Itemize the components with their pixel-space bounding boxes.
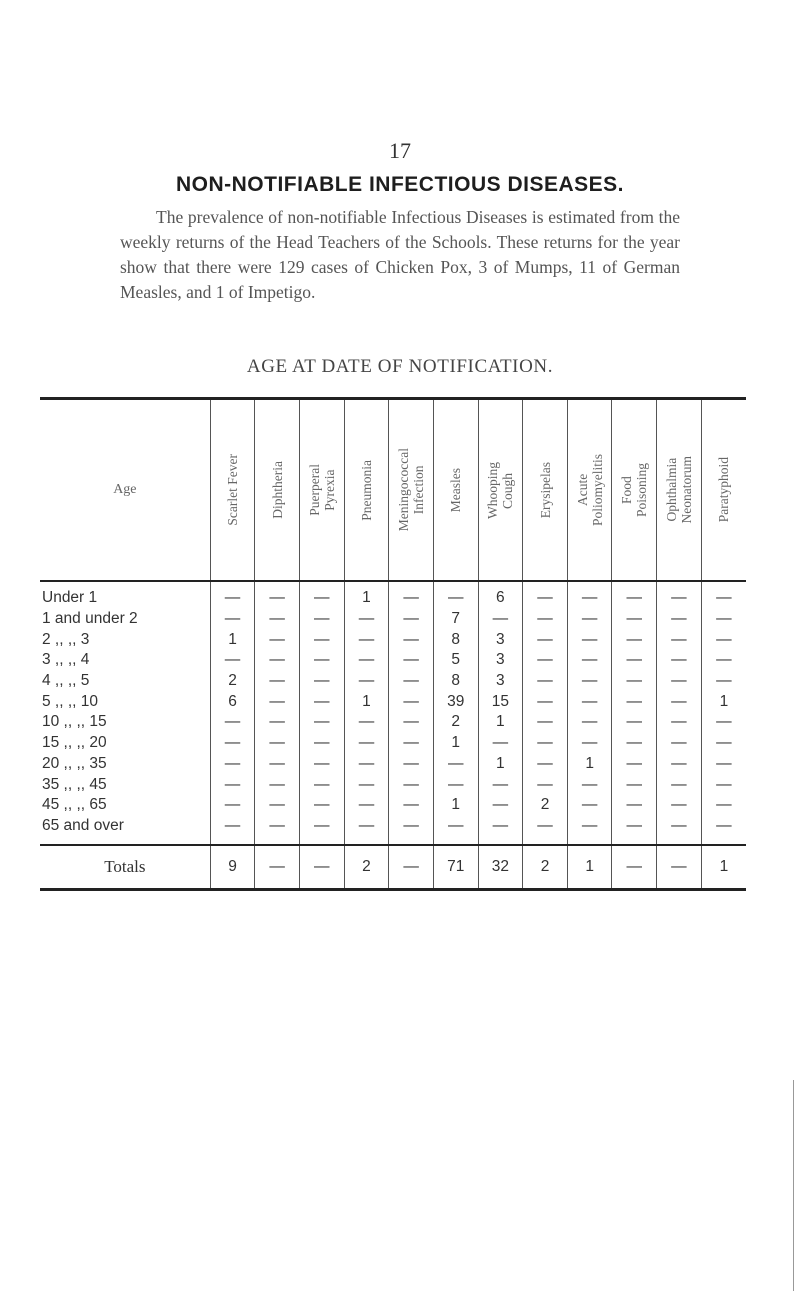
- case-count-cell: —: [255, 609, 300, 630]
- case-count-cell: —: [389, 816, 434, 846]
- age-group-label: 2 ,, ,, 3: [42, 630, 90, 648]
- column-header: [389, 399, 434, 582]
- column-header-label: Ophthalmia Neonatorum: [663, 456, 694, 524]
- table-row: [40, 629, 746, 650]
- case-count-cell: —: [433, 754, 478, 775]
- age-group-label: 10 ,, ,, 15: [42, 713, 107, 731]
- case-count-cell: 3: [478, 671, 523, 692]
- case-count-cell: —: [478, 816, 523, 846]
- case-count-cell: —: [523, 691, 568, 712]
- case-count-cell: —: [389, 691, 434, 712]
- case-count-cell: —: [389, 774, 434, 795]
- case-count-cell: —: [344, 650, 389, 671]
- table-row: [40, 733, 746, 754]
- total-count-cell: 32: [478, 845, 523, 890]
- case-count-cell: —: [657, 629, 702, 650]
- case-count-cell: —: [612, 609, 657, 630]
- table-row: [40, 650, 746, 671]
- table-row: [40, 712, 746, 733]
- case-count-cell: 1: [567, 754, 612, 775]
- case-count-cell: —: [344, 754, 389, 775]
- case-count-cell: —: [478, 774, 523, 795]
- case-count-cell: —: [701, 795, 746, 816]
- case-count-cell: —: [567, 712, 612, 733]
- case-count-cell: —: [389, 754, 434, 775]
- case-count-cell: —: [612, 795, 657, 816]
- case-count-cell: —: [255, 671, 300, 692]
- case-count-cell: 8: [433, 629, 478, 650]
- case-count-cell: —: [255, 629, 300, 650]
- column-header-label: Whooping Cough: [485, 461, 516, 519]
- age-group-label: 20 ,, ,, 35: [42, 754, 107, 772]
- total-count-cell: —: [299, 845, 344, 890]
- page-number: 17: [389, 138, 411, 163]
- age-group-label: 65 and over: [42, 816, 124, 834]
- column-header-label: Measles: [448, 467, 464, 513]
- case-count-cell: —: [210, 650, 255, 671]
- case-count-cell: —: [612, 629, 657, 650]
- case-count-cell: —: [657, 671, 702, 692]
- scan-margin-line: [793, 1080, 794, 1291]
- case-count-cell: —: [344, 629, 389, 650]
- total-count-cell: 1: [567, 845, 612, 890]
- case-count-cell: —: [299, 733, 344, 754]
- case-count-cell: —: [612, 671, 657, 692]
- case-count-cell: —: [567, 733, 612, 754]
- case-count-cell: —: [255, 754, 300, 775]
- case-count-cell: 1: [344, 581, 389, 609]
- table-row: [40, 795, 746, 816]
- table-row: [40, 774, 746, 795]
- case-count-cell: —: [389, 629, 434, 650]
- column-header: [433, 399, 478, 582]
- case-count-cell: —: [567, 629, 612, 650]
- case-count-cell: —: [567, 774, 612, 795]
- case-count-cell: 39: [433, 691, 478, 712]
- case-count-cell: 1: [433, 733, 478, 754]
- case-count-cell: —: [299, 629, 344, 650]
- case-count-cell: —: [701, 733, 746, 754]
- column-header-label: Diphtheria: [269, 461, 285, 519]
- case-count-cell: —: [523, 629, 568, 650]
- case-count-cell: —: [255, 816, 300, 846]
- case-count-cell: —: [210, 712, 255, 733]
- case-count-cell: 8: [433, 671, 478, 692]
- table-row: [40, 609, 746, 630]
- total-count-cell: —: [657, 845, 702, 890]
- total-count-cell: 9: [210, 845, 255, 890]
- case-count-cell: —: [299, 691, 344, 712]
- column-header: [567, 399, 612, 582]
- table-row: [40, 754, 746, 775]
- case-count-cell: —: [299, 754, 344, 775]
- case-count-cell: —: [567, 795, 612, 816]
- case-count-cell: 1: [210, 629, 255, 650]
- age-group-label: 1 and under 2: [42, 610, 138, 628]
- case-count-cell: 15: [478, 691, 523, 712]
- case-count-cell: —: [701, 754, 746, 775]
- case-count-cell: —: [657, 712, 702, 733]
- case-count-cell: —: [657, 774, 702, 795]
- case-count-cell: —: [299, 712, 344, 733]
- case-count-cell: —: [210, 774, 255, 795]
- age-group-label: 15 ,, ,, 20: [42, 734, 107, 752]
- case-count-cell: 1: [344, 691, 389, 712]
- table-header-row: [40, 399, 746, 582]
- case-count-cell: —: [657, 581, 702, 609]
- case-count-cell: —: [567, 816, 612, 846]
- case-count-cell: —: [255, 733, 300, 754]
- column-header: [657, 399, 702, 582]
- case-count-cell: —: [523, 650, 568, 671]
- case-count-cell: —: [612, 733, 657, 754]
- age-group-label: 45 ,, ,, 65: [42, 796, 107, 814]
- case-count-cell: 6: [478, 581, 523, 609]
- case-count-cell: —: [657, 754, 702, 775]
- column-header: [478, 399, 523, 582]
- column-header-label: Scarlet Fever: [225, 454, 241, 526]
- case-count-cell: —: [701, 774, 746, 795]
- intro-paragraph: The prevalence of non-notifiable Infectious Diseases is estimated from the weekly returns of the Head Teachers of the Schools. These returns for the year show that there were 129 cases of Chicken Pox, 3 of Mumps, 11 of German Measles, and 1 of Impetigo.: [120, 207, 680, 302]
- case-count-cell: —: [299, 650, 344, 671]
- notification-table-container: [40, 397, 746, 891]
- case-count-cell: —: [389, 733, 434, 754]
- case-count-cell: —: [523, 774, 568, 795]
- case-count-cell: —: [299, 671, 344, 692]
- case-count-cell: —: [433, 816, 478, 846]
- case-count-cell: —: [701, 609, 746, 630]
- table-row: [40, 671, 746, 692]
- case-count-cell: —: [389, 712, 434, 733]
- case-count-cell: —: [657, 691, 702, 712]
- case-count-cell: —: [701, 581, 746, 609]
- case-count-cell: —: [255, 795, 300, 816]
- column-header: [255, 399, 300, 582]
- case-count-cell: —: [299, 581, 344, 609]
- age-group-label: 35 ,, ,, 45: [42, 775, 107, 793]
- table-title: AGE AT DATE OF NOTIFICATION.: [246, 356, 554, 377]
- case-count-cell: —: [523, 816, 568, 846]
- case-count-cell: —: [657, 733, 702, 754]
- case-count-cell: —: [433, 774, 478, 795]
- age-group-label: 5 ,, ,, 10: [42, 692, 99, 710]
- case-count-cell: —: [478, 795, 523, 816]
- case-count-cell: 1: [478, 712, 523, 733]
- case-count-cell: —: [523, 609, 568, 630]
- case-count-cell: —: [255, 650, 300, 671]
- age-column-header: Age: [113, 482, 137, 497]
- case-count-cell: —: [389, 650, 434, 671]
- case-count-cell: —: [612, 581, 657, 609]
- case-count-cell: —: [657, 795, 702, 816]
- case-count-cell: —: [567, 671, 612, 692]
- age-group-label: 3 ,, ,, 4: [42, 651, 90, 669]
- case-count-cell: —: [523, 671, 568, 692]
- table-row: [40, 816, 746, 846]
- column-header: [701, 399, 746, 582]
- case-count-cell: 7: [433, 609, 478, 630]
- column-header: [523, 399, 568, 582]
- case-count-cell: —: [210, 733, 255, 754]
- column-header: [344, 399, 389, 582]
- case-count-cell: —: [433, 581, 478, 609]
- column-header-label: Erysipelas: [537, 461, 553, 519]
- case-count-cell: —: [701, 629, 746, 650]
- total-count-cell: —: [389, 845, 434, 890]
- case-count-cell: —: [210, 581, 255, 609]
- totals-label: Totals: [104, 857, 146, 877]
- case-count-cell: 6: [210, 691, 255, 712]
- case-count-cell: —: [567, 609, 612, 630]
- case-count-cell: 3: [478, 650, 523, 671]
- case-count-cell: —: [389, 795, 434, 816]
- case-count-cell: —: [344, 774, 389, 795]
- case-count-cell: 3: [478, 629, 523, 650]
- case-count-cell: —: [478, 733, 523, 754]
- case-count-cell: 1: [701, 691, 746, 712]
- case-count-cell: —: [344, 816, 389, 846]
- column-header: [612, 399, 657, 582]
- case-count-cell: —: [701, 712, 746, 733]
- case-count-cell: —: [523, 733, 568, 754]
- column-header-label: Pneumonia: [358, 459, 374, 521]
- case-count-cell: —: [255, 581, 300, 609]
- column-header-label: Paratyphoid: [716, 457, 732, 523]
- case-count-cell: —: [344, 795, 389, 816]
- total-count-cell: 71: [433, 845, 478, 890]
- case-count-cell: —: [612, 712, 657, 733]
- case-count-cell: —: [657, 609, 702, 630]
- case-count-cell: —: [255, 774, 300, 795]
- total-count-cell: 1: [701, 845, 746, 890]
- section-heading: NON-NOTIFIABLE INFECTIOUS DISEASES.: [175, 173, 625, 196]
- column-header: [299, 399, 344, 582]
- case-count-cell: —: [344, 671, 389, 692]
- case-count-cell: —: [389, 581, 434, 609]
- total-count-cell: —: [255, 845, 300, 890]
- case-count-cell: —: [299, 609, 344, 630]
- case-count-cell: —: [523, 754, 568, 775]
- column-header: [210, 399, 255, 582]
- case-count-cell: 1: [478, 754, 523, 775]
- case-count-cell: —: [612, 650, 657, 671]
- case-count-cell: —: [701, 816, 746, 846]
- age-group-label: 4 ,, ,, 5: [42, 672, 90, 690]
- case-count-cell: —: [210, 609, 255, 630]
- case-count-cell: —: [567, 581, 612, 609]
- case-count-cell: —: [210, 816, 255, 846]
- case-count-cell: —: [299, 795, 344, 816]
- case-count-cell: —: [523, 581, 568, 609]
- totals-row: [40, 845, 746, 890]
- case-count-cell: —: [567, 691, 612, 712]
- case-count-cell: —: [567, 650, 612, 671]
- column-header-label: Meningococcal Infection: [396, 448, 427, 532]
- case-count-cell: —: [255, 691, 300, 712]
- case-count-cell: —: [612, 774, 657, 795]
- table-body: [40, 581, 746, 845]
- case-count-cell: —: [344, 733, 389, 754]
- case-count-cell: —: [299, 774, 344, 795]
- case-count-cell: 1: [433, 795, 478, 816]
- case-count-cell: —: [701, 650, 746, 671]
- case-count-cell: —: [657, 816, 702, 846]
- age-group-label: Under 1: [42, 589, 98, 607]
- table-row: [40, 691, 746, 712]
- total-count-cell: —: [612, 845, 657, 890]
- total-count-cell: 2: [523, 845, 568, 890]
- table-row: [40, 581, 746, 609]
- case-count-cell: 2: [210, 671, 255, 692]
- case-count-cell: —: [299, 816, 344, 846]
- case-count-cell: —: [701, 671, 746, 692]
- case-count-cell: 2: [523, 795, 568, 816]
- case-count-cell: —: [344, 712, 389, 733]
- age-notification-table: [40, 397, 746, 891]
- case-count-cell: —: [344, 609, 389, 630]
- column-header-label: Puerperal Pyrexia: [306, 464, 337, 516]
- case-count-cell: 5: [433, 650, 478, 671]
- case-count-cell: —: [523, 712, 568, 733]
- case-count-cell: —: [612, 754, 657, 775]
- case-count-cell: —: [612, 816, 657, 846]
- case-count-cell: —: [255, 712, 300, 733]
- case-count-cell: —: [612, 691, 657, 712]
- case-count-cell: 2: [433, 712, 478, 733]
- case-count-cell: —: [389, 609, 434, 630]
- column-header-label: Food Poisoning: [619, 462, 650, 517]
- case-count-cell: —: [210, 754, 255, 775]
- case-count-cell: —: [657, 650, 702, 671]
- case-count-cell: —: [478, 609, 523, 630]
- case-count-cell: —: [210, 795, 255, 816]
- case-count-cell: —: [389, 671, 434, 692]
- column-header-label: Acute Poliomyelitis: [574, 453, 605, 526]
- total-count-cell: 2: [344, 845, 389, 890]
